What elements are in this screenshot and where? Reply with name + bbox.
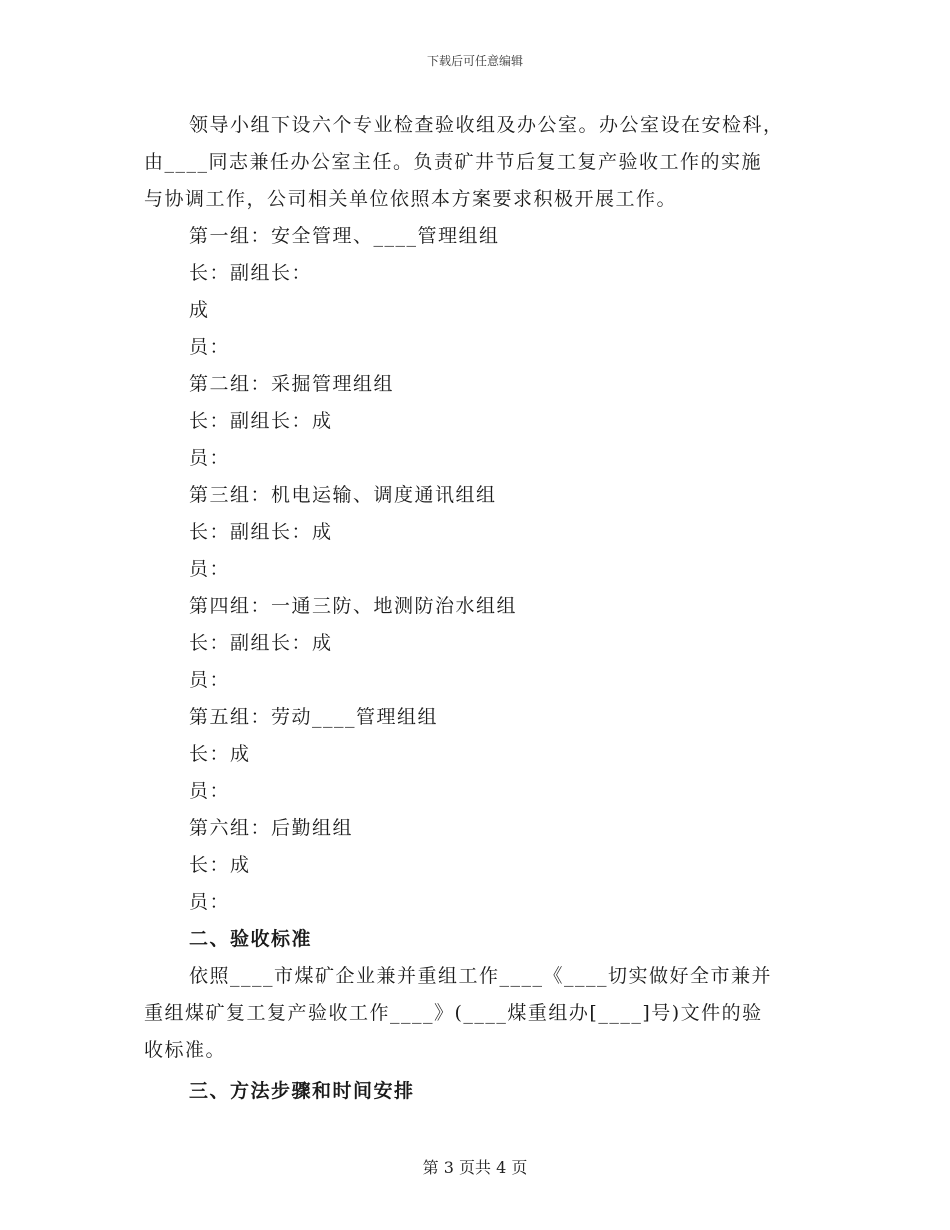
group-line: 长：成	[189, 743, 251, 765]
group-line: 员：	[189, 891, 231, 913]
group-line: 长：副组长：成	[189, 410, 333, 432]
group-title: 第三组：机电运输、调度通讯组组	[189, 484, 497, 506]
paragraph: 领导小组下设六个专业检查验收组及办公室。办公室设在安检科，	[189, 114, 784, 136]
paragraph: 依照____市煤矿企业兼并重组工作____《____切实做好全市兼并	[189, 965, 773, 987]
paragraph: 由____同志兼任办公室主任。负责矿井节后复工复产验收工作的实施	[144, 151, 763, 173]
group-line: 长：副组长：	[189, 262, 313, 284]
group-line: 员：	[189, 780, 231, 802]
page-footer: 第 3 页共 4 页	[422, 1158, 528, 1177]
group-title: 第五组：劳动____管理组组	[189, 706, 439, 728]
group-title: 第四组：一通三防、地测防治水组组	[189, 595, 518, 617]
section-heading: 三、方法步骤和时间安排	[189, 1080, 415, 1102]
page-header: 下载后可任意编辑	[426, 54, 523, 68]
paragraph: 与协调工作，公司相关单位依照本方案要求积极开展工作。	[144, 188, 678, 210]
document-body	[144, 107, 814, 1110]
group-title: 第六组：后勤组组	[189, 817, 354, 839]
paragraph: 重组煤矿复工复产验收工作____》(____煤重组办[____]号)文件的验	[144, 1002, 763, 1024]
group-line: 长：副组长：成	[189, 521, 333, 543]
group-line: 员：	[189, 447, 231, 469]
paragraph: 收标准。	[144, 1039, 227, 1061]
group-line: 员：	[189, 669, 231, 691]
group-title: 第一组：安全管理、____管理组组	[189, 225, 500, 247]
group-line: 长：成	[189, 854, 251, 876]
group-title: 第二组：采掘管理组组	[189, 373, 395, 395]
group-line: 员：	[189, 336, 231, 358]
section-heading: 二、验收标准	[189, 928, 313, 950]
group-line: 长：副组长：成	[189, 632, 333, 654]
group-line: 员：	[189, 558, 231, 580]
group-line: 成	[189, 299, 210, 321]
